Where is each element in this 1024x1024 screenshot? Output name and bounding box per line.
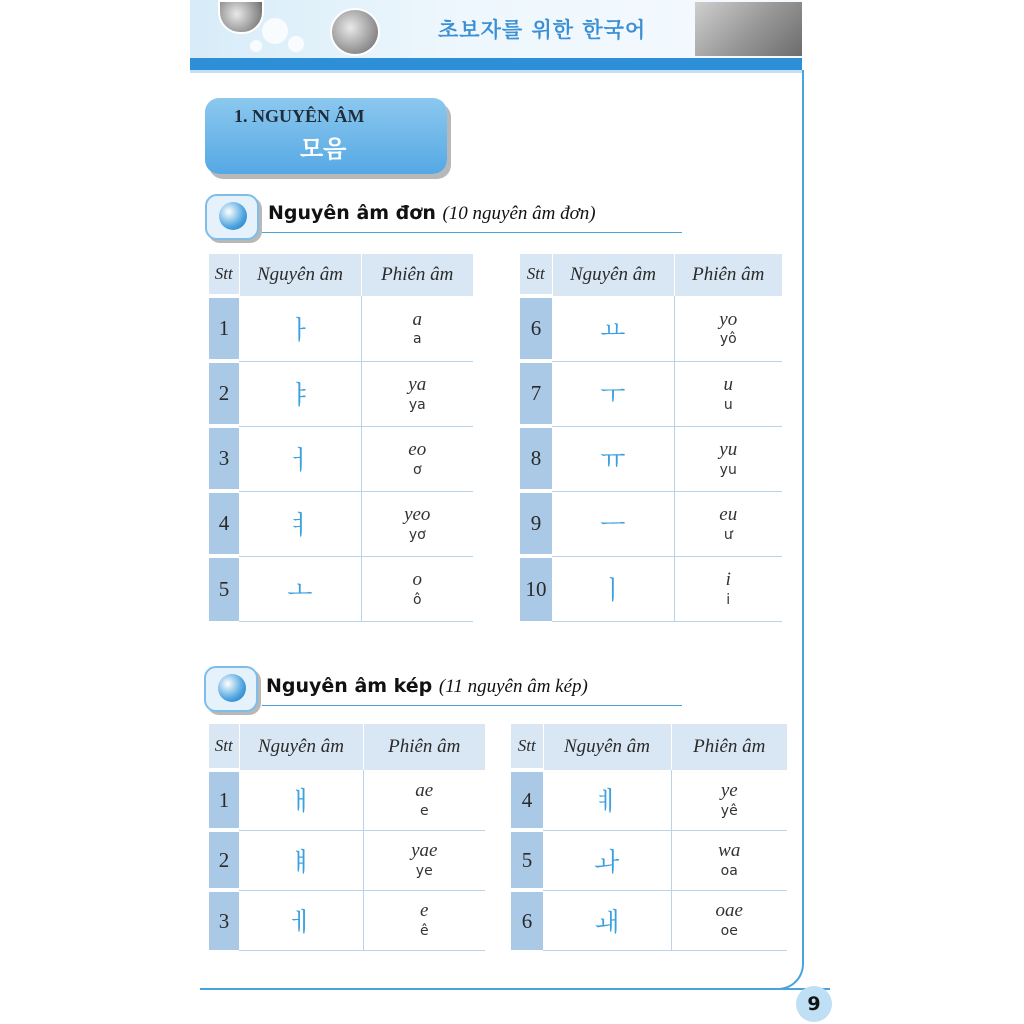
table-row: [520, 296, 782, 361]
table-row: [209, 296, 473, 361]
table-row: [209, 361, 473, 426]
subsection-rule: [262, 705, 682, 706]
row-number: 3: [209, 890, 239, 950]
vietnamese-pron: yô: [719, 331, 737, 348]
header-photo-image: [330, 8, 380, 56]
footer-rule: [200, 988, 830, 990]
subsection-rule: [262, 232, 682, 233]
pronunciation-cell: [671, 770, 787, 830]
column-header-stt: Stt: [209, 724, 239, 770]
header-bubble: [288, 36, 304, 52]
romanization: u: [723, 373, 733, 395]
romanization: i: [725, 568, 731, 590]
pronunciation-cell: [363, 770, 485, 830]
row-number: 5: [209, 556, 239, 621]
vowel-cell: ㅘ: [543, 830, 671, 890]
table-row: [209, 890, 485, 950]
table-row: [209, 830, 485, 890]
row-number: 6: [511, 890, 543, 950]
vowel-cell: ㅒ: [239, 830, 363, 890]
table-row: [209, 556, 473, 621]
pronunciation-cell: [674, 361, 782, 426]
table-row: [209, 491, 473, 556]
header-photo-image: [695, 2, 802, 56]
vowel-cell: ㅐ: [239, 770, 363, 830]
vowel-cell: ㅙ: [543, 890, 671, 950]
romanization: yu: [719, 438, 738, 460]
row-number: 2: [209, 361, 239, 426]
pronunciation-cell: [674, 426, 782, 491]
vietnamese-pron: yơ: [408, 526, 426, 543]
row-number: 6: [520, 296, 552, 361]
vietnamese-pron: ư: [723, 526, 733, 543]
column-header-pron: Phiên âm: [674, 254, 782, 296]
vietnamese-pron: oe: [720, 923, 738, 940]
vowel-cell: ㅖ: [543, 770, 671, 830]
vowel-cell: ㅛ: [552, 296, 674, 361]
vowel-table: [520, 254, 782, 622]
vowel-cell: ㅗ: [239, 556, 361, 621]
pronunciation-cell: [674, 491, 782, 556]
vowel-cell: ㅡ: [552, 491, 674, 556]
romanization: o: [412, 568, 422, 590]
vietnamese-pron: yê: [720, 802, 738, 819]
vowel-cell: ㅠ: [552, 426, 674, 491]
pronunciation-cell: [361, 296, 473, 361]
vietnamese-pron: e: [419, 802, 429, 819]
page-margin: [0, 0, 190, 1024]
row-number: 5: [511, 830, 543, 890]
romanization: eu: [719, 503, 738, 525]
row-number: 9: [520, 491, 552, 556]
ear-icon: [205, 194, 259, 240]
table-row: [209, 426, 473, 491]
column-header-stt: Stt: [209, 254, 239, 296]
subsection-note: (10 nguyên âm đơn): [442, 203, 596, 224]
table-row: [520, 556, 782, 621]
vowel-table: [511, 724, 787, 951]
vietnamese-pron: ô: [412, 591, 422, 608]
vowel-cell: ㅏ: [239, 296, 361, 361]
page-number: 9: [796, 986, 832, 1022]
vietnamese-pron: yu: [719, 461, 737, 478]
vowel-cell: ㅔ: [239, 890, 363, 950]
row-number: 4: [209, 491, 239, 556]
romanization: eo: [408, 438, 427, 460]
row-number: 7: [520, 361, 552, 426]
pronunciation-cell: [671, 890, 787, 950]
row-number: 1: [209, 770, 239, 830]
romanization: yo: [719, 308, 738, 330]
table-row: [511, 890, 787, 950]
column-header-pron: Phiên âm: [671, 724, 787, 770]
pronunciation-cell: [674, 296, 782, 361]
column-header-stt: Stt: [511, 724, 543, 770]
subsection-title-text: Nguyên âm đơn: [268, 202, 436, 224]
section-title: 1. NGUYÊN ÂM: [234, 106, 365, 126]
table-row: [511, 770, 787, 830]
column-header-stt: Stt: [520, 254, 552, 296]
row-number: 1: [209, 296, 239, 361]
vietnamese-pron: i: [726, 591, 731, 608]
vowel-cell: ㅑ: [239, 361, 361, 426]
subsection-title-single: [268, 202, 596, 225]
column-header-vowel: Nguyên âm: [239, 254, 361, 296]
pronunciation-cell: [361, 491, 473, 556]
vowel-table: [209, 724, 485, 951]
romanization: oae: [715, 900, 743, 922]
row-number: 2: [209, 830, 239, 890]
vietnamese-pron: ya: [408, 396, 426, 413]
pronunciation-cell: [361, 556, 473, 621]
column-header-vowel: Nguyên âm: [552, 254, 674, 296]
row-number: 3: [209, 426, 239, 491]
romanization: ye: [720, 780, 738, 802]
vowel-cell: ㅣ: [552, 556, 674, 621]
mouth-icon: [204, 666, 258, 712]
header-bubble: [262, 18, 288, 44]
vietnamese-pron: ê: [419, 923, 429, 940]
table-row: [520, 361, 782, 426]
table-row: [209, 770, 485, 830]
header-bar-accent: [190, 70, 802, 73]
vowel-table: [209, 254, 473, 622]
header-bubble: [250, 40, 262, 52]
subsection-note: (11 nguyên âm kép): [438, 676, 588, 697]
romanization: ya: [408, 373, 427, 395]
pronunciation-cell: [361, 361, 473, 426]
vietnamese-pron: u: [723, 396, 733, 413]
header-title: 초보자를 위한 한국어: [438, 18, 647, 42]
row-number: 10: [520, 556, 552, 621]
pronunciation-cell: [671, 830, 787, 890]
vietnamese-pron: oa: [720, 863, 738, 880]
section-title-korean: 모음: [300, 135, 347, 163]
table-row: [520, 491, 782, 556]
romanization: a: [412, 308, 422, 330]
table-row: [511, 830, 787, 890]
pronunciation-cell: [363, 830, 485, 890]
vowel-cell: ㅕ: [239, 491, 361, 556]
romanization: yeo: [404, 503, 431, 525]
column-header-pron: Phiên âm: [363, 724, 485, 770]
romanization: wa: [718, 840, 741, 862]
subsection-title-text: Nguyên âm kép: [266, 675, 433, 697]
row-number: 8: [520, 426, 552, 491]
vowel-cell: ㅓ: [239, 426, 361, 491]
vowel-cell: ㅜ: [552, 361, 674, 426]
column-header-vowel: Nguyên âm: [543, 724, 671, 770]
vietnamese-pron: a: [412, 331, 422, 348]
romanization: ae: [415, 780, 434, 802]
row-number: 4: [511, 770, 543, 830]
romanization: e: [420, 900, 429, 922]
table-row: [520, 426, 782, 491]
pronunciation-cell: [361, 426, 473, 491]
vietnamese-pron: ye: [415, 863, 433, 880]
romanization: yae: [411, 840, 438, 862]
header-bar: [190, 58, 802, 70]
column-header-vowel: Nguyên âm: [239, 724, 363, 770]
pronunciation-cell: [363, 890, 485, 950]
vietnamese-pron: ơ: [412, 461, 422, 478]
column-header-pron: Phiên âm: [361, 254, 473, 296]
pronunciation-cell: [674, 556, 782, 621]
subsection-title-double: [266, 675, 588, 698]
